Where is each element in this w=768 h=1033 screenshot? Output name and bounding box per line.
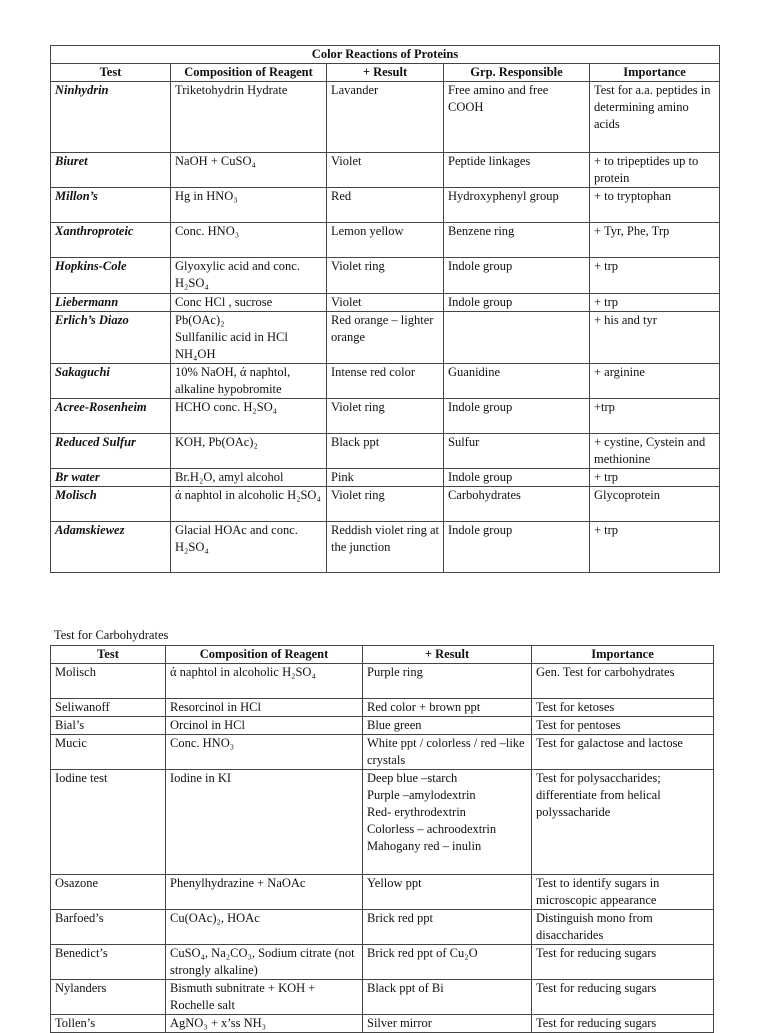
importance-cell: + cystine, Cystein and methionine (590, 434, 720, 469)
group-cell: Benzene ring (444, 223, 590, 258)
test-cell: Mucic (51, 735, 166, 770)
importance-cell: +trp (590, 399, 720, 434)
importance-cell: + Tyr, Phe, Trp (590, 223, 720, 258)
result-cell: Reddish violet ring at the junction (327, 522, 444, 573)
header-reagent: Composition of Reagent (166, 646, 363, 664)
carbohydrate-rows (51, 664, 714, 1033)
test-cell: Reduced Sulfur (51, 434, 171, 469)
table-row (51, 980, 714, 1015)
result-cell: Black ppt of Bi (363, 980, 532, 1015)
header-result: + Result (327, 64, 444, 82)
group-cell: Free amino and free COOH (444, 82, 590, 153)
table-row (51, 434, 720, 469)
header-group: Grp. Responsible (444, 64, 590, 82)
result-cell: Violet ring (327, 258, 444, 294)
importance-cell: + arginine (590, 364, 720, 399)
group-cell: Guanidine (444, 364, 590, 399)
test-cell: Barfoed’s (51, 910, 166, 945)
table-row (51, 399, 720, 434)
importance-cell: + trp (590, 294, 720, 312)
reagent-cell: ά naphtol in alcoholic H₂SO₄ (171, 487, 327, 522)
result-cell: Brick red ppt of Cu₂O (363, 945, 532, 980)
reagent-cell: Phenylhydrazine + NaOAc (166, 875, 363, 910)
importance-cell: Test for a.a. peptides in determining amino acids (590, 82, 720, 153)
test-cell: Acree-Rosenheim (51, 399, 171, 434)
reagent-cell: AgNO₃ + x’ss NH₃ (166, 1015, 363, 1033)
result-cell: Violet (327, 294, 444, 312)
table-row (51, 487, 720, 522)
group-cell: Indole group (444, 399, 590, 434)
table-row (51, 223, 720, 258)
reagent-cell: Triketohydrin Hydrate (171, 82, 327, 153)
test-cell: Nylanders (51, 980, 166, 1015)
header-test: Test (51, 646, 166, 664)
table-row (51, 875, 714, 910)
table-row (51, 312, 720, 364)
test-cell: Molisch (51, 664, 166, 699)
test-cell: Adamskiewez (51, 522, 171, 573)
carbohydrate-tests-table (50, 645, 714, 1033)
result-cell: White ppt / colorless / red –like crystals (363, 735, 532, 770)
importance-cell: Test for polysaccharides; differentiate from helical polyssacharide (532, 770, 714, 875)
reagent-cell: Resorcinol in HCl (166, 699, 363, 717)
table-row (51, 735, 714, 770)
table-row (51, 522, 720, 573)
table-row (51, 188, 720, 223)
header-row (51, 646, 714, 664)
test-cell: Biuret (51, 153, 171, 188)
test-cell: Liebermann (51, 294, 171, 312)
reagent-cell: 10% NaOH, ά naphtol, alkaline hypobromite (171, 364, 327, 399)
importance-cell: Test for ketoses (532, 699, 714, 717)
table-row (51, 664, 714, 699)
importance-cell: + trp (590, 522, 720, 573)
table-title-row (51, 46, 720, 64)
result-cell: Red (327, 188, 444, 223)
result-cell: Blue green (363, 717, 532, 735)
reagent-cell: HCHO conc. H₂SO₄ (171, 399, 327, 434)
header-test: Test (51, 64, 171, 82)
reagent-cell: Glyoxylic acid and conc. H₂SO₄ (171, 258, 327, 294)
group-cell: Carbohydrates (444, 487, 590, 522)
reagent-cell: Iodine in KI (166, 770, 363, 875)
reagent-cell: ά naphtol in alcoholic H₂SO₄ (166, 664, 363, 699)
reagent-cell: KOH, Pb(OAc)₂ (171, 434, 327, 469)
reagent-cell: CuSO₄, Na₂CO₃, Sodium citrate (not strongly alkaline) (166, 945, 363, 980)
importance-cell: Test for reducing sugars (532, 945, 714, 980)
table-row (51, 945, 714, 980)
importance-cell: Test for reducing sugars (532, 1015, 714, 1033)
table-row (51, 910, 714, 945)
importance-cell: Gen. Test for carbohydrates (532, 664, 714, 699)
importance-cell: Test for pentoses (532, 717, 714, 735)
protein-rows (51, 82, 720, 573)
test-cell: Hopkins-Cole (51, 258, 171, 294)
reagent-cell: Bismuth subnitrate + KOH + Rochelle salt (166, 980, 363, 1015)
reagent-cell: Conc. HNO₃ (171, 223, 327, 258)
reagent-cell: Conc HCl , sucrose (171, 294, 327, 312)
table-row (51, 770, 714, 875)
test-cell: Bial’s (51, 717, 166, 735)
test-cell: Br water (51, 469, 171, 487)
result-cell: Silver mirror (363, 1015, 532, 1033)
result-cell: Lemon yellow (327, 223, 444, 258)
table-row (51, 699, 714, 717)
protein-color-reactions-table (50, 45, 720, 573)
reagent-cell: Pb(OAc)₂ Sullfanilic acid in HCl NH₄OH (171, 312, 327, 364)
test-cell: Millon’s (51, 188, 171, 223)
header-result: + Result (363, 646, 532, 664)
reagent-cell: Glacial HOAc and conc. H₂SO₄ (171, 522, 327, 573)
test-cell: Iodine test (51, 770, 166, 875)
result-cell: Violet ring (327, 487, 444, 522)
result-cell: Red orange – lighter orange (327, 312, 444, 364)
importance-cell: + trp (590, 258, 720, 294)
group-cell: Hydroxyphenyl group (444, 188, 590, 223)
table-row (51, 364, 720, 399)
reagent-cell: Br.H₂O, amyl alcohol (171, 469, 327, 487)
result-cell: Black ppt (327, 434, 444, 469)
result-cell: Purple ring (363, 664, 532, 699)
test-cell: Tollen’s (51, 1015, 166, 1033)
importance-cell: Distinguish mono from disaccharides (532, 910, 714, 945)
result-cell: Brick red ppt (363, 910, 532, 945)
test-cell: Ninhydrin (51, 82, 171, 153)
importance-cell: + trp (590, 469, 720, 487)
reagent-cell: NaOH + CuSO₄ (171, 153, 327, 188)
result-cell: Pink (327, 469, 444, 487)
importance-cell: + to tryptophan (590, 188, 720, 223)
group-cell: Peptide linkages (444, 153, 590, 188)
table-row (51, 294, 720, 312)
header-row (51, 64, 720, 82)
table-row (51, 717, 714, 735)
group-cell: Sulfur (444, 434, 590, 469)
result-cell: Yellow ppt (363, 875, 532, 910)
result-cell: Red color + brown ppt (363, 699, 532, 717)
group-cell (444, 312, 590, 364)
group-cell: Indole group (444, 294, 590, 312)
reagent-cell: Orcinol in HCl (166, 717, 363, 735)
test-cell: Osazone (51, 875, 166, 910)
importance-cell: Test to identify sugars in microscopic appearance (532, 875, 714, 910)
header-importance: Importance (532, 646, 714, 664)
result-cell: Violet ring (327, 399, 444, 434)
result-cell: Deep blue –starch Purple –amylodextrin Red- erythrodextrin Colorless – achroodextrin Mahogany red – inulin (363, 770, 532, 875)
importance-cell: Glycoprotein (590, 487, 720, 522)
test-cell: Benedict’s (51, 945, 166, 980)
importance-cell: Test for reducing sugars (532, 980, 714, 1015)
reagent-cell: Cu(OAc)₂, HOAc (166, 910, 363, 945)
test-cell: Erlich’s Diazo (51, 312, 171, 364)
test-cell: Molisch (51, 487, 171, 522)
result-cell: Violet (327, 153, 444, 188)
test-cell: Sakaguchi (51, 364, 171, 399)
importance-cell: Test for galactose and lactose (532, 735, 714, 770)
table-row (51, 469, 720, 487)
importance-cell: + to tripeptides up to protein (590, 153, 720, 188)
group-cell: Indole group (444, 522, 590, 573)
header-importance: Importance (590, 64, 720, 82)
table-row (51, 153, 720, 188)
header-reagent: Composition of Reagent (171, 64, 327, 82)
test-cell: Seliwanoff (51, 699, 166, 717)
result-cell: Lavander (327, 82, 444, 153)
group-cell: Indole group (444, 469, 590, 487)
table-title: Color Reactions of Proteins (51, 46, 720, 64)
reagent-cell: Conc. HNO₃ (166, 735, 363, 770)
test-cell: Xanthroproteic (51, 223, 171, 258)
group-cell: Indole group (444, 258, 590, 294)
carbohydrate-caption: Test for Carbohydrates (54, 628, 169, 642)
reagent-cell: Hg in HNO₃ (171, 188, 327, 223)
table-row (51, 258, 720, 294)
table-row (51, 82, 720, 153)
importance-cell: + his and tyr (590, 312, 720, 364)
result-cell: Intense red color (327, 364, 444, 399)
